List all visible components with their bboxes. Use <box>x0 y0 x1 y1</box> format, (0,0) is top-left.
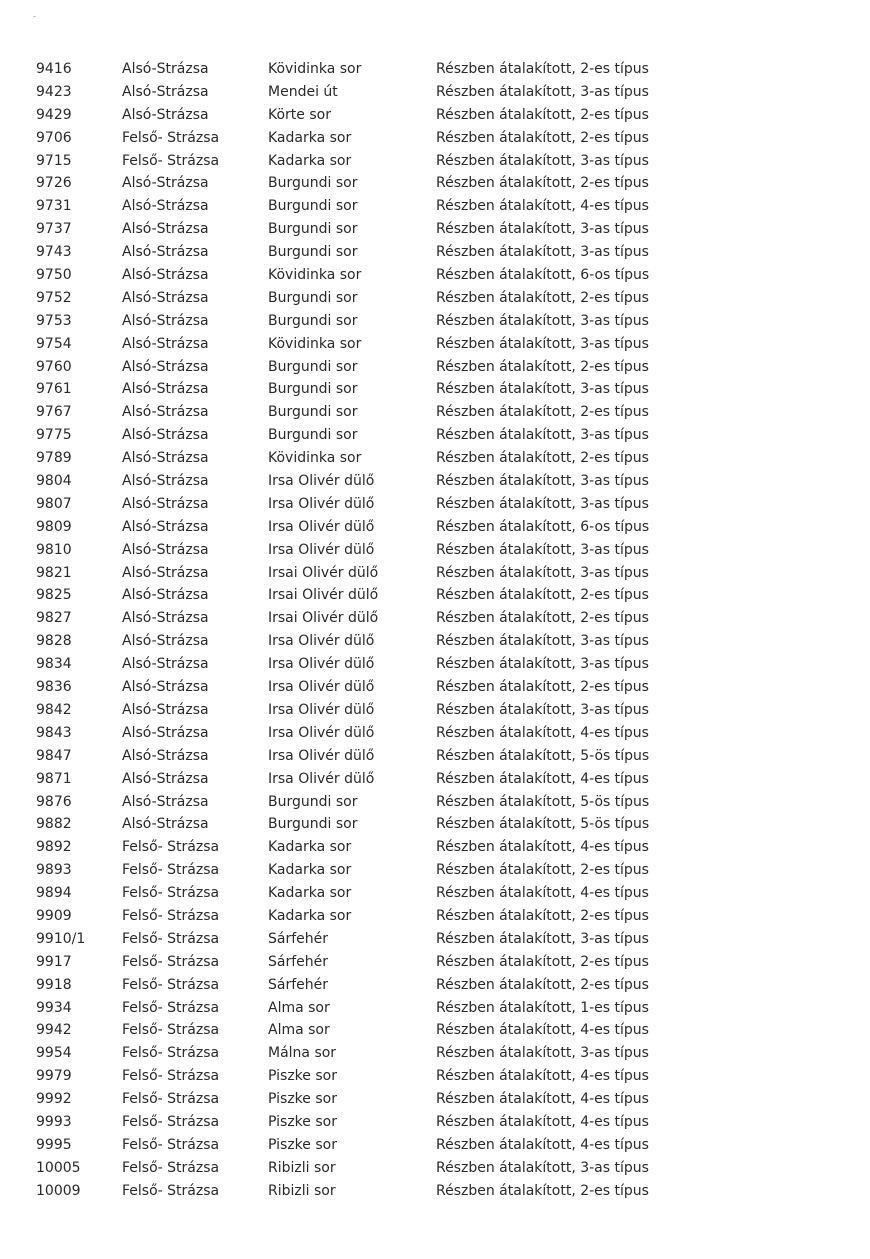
area-name: Alsó-Strázsa <box>122 83 209 100</box>
table-row <box>0 630 870 653</box>
parcel-number: 9423 <box>36 83 72 100</box>
parcel-number: 9821 <box>36 564 72 581</box>
status-description: Részben átalakított, 2-es típus <box>436 907 649 924</box>
street-name: Burgundi sor <box>268 404 358 421</box>
parcel-number: 9934 <box>36 999 72 1016</box>
street-name: Kadarka sor <box>268 839 352 856</box>
street-name: Burgundi sor <box>268 289 358 306</box>
parcel-number: 9892 <box>36 839 72 856</box>
street-name: Kövidinka sor <box>268 450 362 467</box>
table-row <box>0 241 870 264</box>
table-row <box>0 676 870 699</box>
parcel-number: 9715 <box>36 152 72 169</box>
area-name: Felső- Strázsa <box>122 862 220 879</box>
area-name: Felső- Strázsa <box>122 953 220 970</box>
status-description: Részben átalakított, 2-es típus <box>436 175 649 192</box>
table-row <box>0 539 870 562</box>
street-name: Burgundi sor <box>268 244 358 261</box>
status-description: Részben átalakított, 2-es típus <box>436 404 649 421</box>
table-row <box>0 1019 870 1042</box>
area-name: Felső- Strázsa <box>122 1159 220 1176</box>
area-name: Alsó-Strázsa <box>122 793 209 810</box>
street-name: Sárfehér <box>268 930 329 947</box>
status-description: Részben átalakított, 4-es típus <box>436 1022 649 1039</box>
area-name: Alsó-Strázsa <box>122 358 209 375</box>
area-name: Alsó-Strázsa <box>122 633 209 650</box>
table-row <box>0 150 870 173</box>
parcel-number: 9775 <box>36 427 72 444</box>
street-name: Piszke sor <box>268 1068 337 1085</box>
parcel-number: 9942 <box>36 1022 72 1039</box>
street-name: Irsa Olivér dülő <box>268 679 375 696</box>
table-row <box>0 310 870 333</box>
table-row <box>0 1088 870 1111</box>
area-name: Felső- Strázsa <box>122 1136 220 1153</box>
status-description: Részben átalakított, 6-os típus <box>436 267 650 284</box>
table-row <box>0 172 870 195</box>
parcel-number: 9893 <box>36 862 72 879</box>
street-name: Burgundi sor <box>268 198 358 215</box>
table-row <box>0 928 870 951</box>
parcel-number: 9917 <box>36 953 72 970</box>
street-name: Irsa Olivér dülő <box>268 518 375 535</box>
area-name: Alsó-Strázsa <box>122 518 209 535</box>
parcel-number: 9834 <box>36 656 72 673</box>
area-name: Alsó-Strázsa <box>122 244 209 261</box>
status-description: Részben átalakított, 3-as típus <box>436 930 649 947</box>
area-name: Alsó-Strázsa <box>122 335 209 352</box>
street-name: Alma sor <box>268 999 330 1016</box>
status-description: Részben átalakított, 3-as típus <box>436 701 649 718</box>
status-description: Részben átalakított, 3-as típus <box>436 244 649 261</box>
table-row <box>0 493 870 516</box>
status-description: Részben átalakított, 2-es típus <box>436 862 649 879</box>
street-name: Burgundi sor <box>268 175 358 192</box>
status-description: Részben átalakított, 2-es típus <box>436 358 649 375</box>
area-name: Alsó-Strázsa <box>122 61 209 77</box>
status-description: Részben átalakított, 3-as típus <box>436 656 649 673</box>
parcel-number: 9979 <box>36 1068 72 1085</box>
street-name: Irsa Olivér dülő <box>268 701 375 718</box>
table-row <box>0 584 870 607</box>
area-name: Alsó-Strázsa <box>122 701 209 718</box>
status-description: Részben átalakított, 4-es típus <box>436 839 649 856</box>
parcel-number: 9726 <box>36 175 72 192</box>
street-name: Burgundi sor <box>268 816 358 833</box>
street-name: Alma sor <box>268 1022 330 1039</box>
area-name: Felső- Strázsa <box>122 1091 220 1108</box>
parcel-number: 10005 <box>36 1159 81 1176</box>
table-row <box>0 58 870 81</box>
table-row <box>0 195 870 218</box>
area-name: Felső- Strázsa <box>122 1182 220 1199</box>
street-name: Kövidinka sor <box>268 335 362 352</box>
area-name: Alsó-Strázsa <box>122 221 209 238</box>
street-name: Ribizli sor <box>268 1159 336 1176</box>
parcel-number: 9992 <box>36 1091 72 1108</box>
parcel-number: 9828 <box>36 633 72 650</box>
area-name: Alsó-Strázsa <box>122 656 209 673</box>
table-row <box>0 1111 870 1134</box>
status-description: Részben átalakított, 2-es típus <box>436 106 649 123</box>
street-name: Málna sor <box>268 1045 337 1062</box>
parcel-number: 9752 <box>36 289 72 306</box>
area-name: Alsó-Strázsa <box>122 267 209 284</box>
parcel-number: 9910/1 <box>36 930 86 947</box>
table-row <box>0 791 870 814</box>
parcel-number: 9429 <box>36 106 72 123</box>
street-name: Mendei út <box>268 83 338 100</box>
area-name: Felső- Strázsa <box>122 885 220 902</box>
parcel-number: 9750 <box>36 267 72 284</box>
status-description: Részben átalakított, 5-ös típus <box>436 816 650 833</box>
status-description: Részben átalakított, 4-es típus <box>436 1113 649 1130</box>
table-row <box>0 218 870 241</box>
table-row <box>0 333 870 356</box>
area-name: Alsó-Strázsa <box>122 770 209 787</box>
parcel-number: 9810 <box>36 541 72 558</box>
street-name: Sárfehér <box>268 953 329 970</box>
status-description: Részben átalakított, 2-es típus <box>436 953 649 970</box>
status-description: Részben átalakított, 4-es típus <box>436 1136 649 1153</box>
area-name: Alsó-Strázsa <box>122 541 209 558</box>
area-name: Felső- Strázsa <box>122 907 220 924</box>
area-name: Alsó-Strázsa <box>122 198 209 215</box>
status-description: Részben átalakított, 3-as típus <box>436 495 649 512</box>
status-description: Részben átalakított, 4-es típus <box>436 1068 649 1085</box>
status-description: Részben átalakított, 2-es típus <box>436 1182 649 1199</box>
area-name: Felső- Strázsa <box>122 152 220 169</box>
parcel-number: 9767 <box>36 404 72 421</box>
status-description: Részben átalakított, 3-as típus <box>436 427 649 444</box>
street-name: Irsa Olivér dülő <box>268 473 375 490</box>
table-row <box>0 1134 870 1157</box>
street-name: Burgundi sor <box>268 221 358 238</box>
status-description: Részben átalakított, 3-as típus <box>436 83 649 100</box>
table-row <box>0 264 870 287</box>
area-name: Felső- Strázsa <box>122 1022 220 1039</box>
status-description: Részben átalakított, 2-es típus <box>436 679 649 696</box>
table-row <box>0 1180 870 1203</box>
table-row <box>0 836 870 859</box>
area-name: Alsó-Strázsa <box>122 175 209 192</box>
parcel-number: 9754 <box>36 335 72 352</box>
status-description: Részben átalakított, 3-as típus <box>436 312 649 329</box>
parcel-number: 9995 <box>36 1136 72 1153</box>
area-name: Alsó-Strázsa <box>122 679 209 696</box>
area-name: Alsó-Strázsa <box>122 312 209 329</box>
parcel-number: 9807 <box>36 495 72 512</box>
area-name: Felső- Strázsa <box>122 1045 220 1062</box>
table-row <box>0 127 870 150</box>
status-description: Részben átalakított, 3-as típus <box>436 221 649 238</box>
street-name: Kövidinka sor <box>268 61 362 77</box>
table-row <box>0 356 870 379</box>
street-name: Körte sor <box>268 106 331 123</box>
parcel-number: 9789 <box>36 450 72 467</box>
status-description: Részben átalakított, 3-as típus <box>436 1045 649 1062</box>
area-name: Alsó-Strázsa <box>122 289 209 306</box>
status-description: Részben átalakított, 3-as típus <box>436 633 649 650</box>
area-name: Alsó-Strázsa <box>122 404 209 421</box>
parcel-number: 9993 <box>36 1113 72 1130</box>
street-name: Piszke sor <box>268 1113 337 1130</box>
table-row <box>0 607 870 630</box>
table-row <box>0 1065 870 1088</box>
parcel-number: 9743 <box>36 244 72 261</box>
table-row <box>0 768 870 791</box>
street-name: Burgundi sor <box>268 793 358 810</box>
area-name: Felső- Strázsa <box>122 976 220 993</box>
table-row <box>0 470 870 493</box>
table-row <box>0 1042 870 1065</box>
parcel-number: 9827 <box>36 610 72 627</box>
street-name: Burgundi sor <box>268 381 358 398</box>
street-name: Piszke sor <box>268 1136 337 1153</box>
status-description: Részben átalakított, 1-es típus <box>436 999 649 1016</box>
street-name: Irsa Olivér dülő <box>268 495 375 512</box>
street-name: Irsa Olivér dülő <box>268 633 375 650</box>
area-name: Felső- Strázsa <box>122 1068 220 1085</box>
status-description: Részben átalakított, 3-as típus <box>436 1159 649 1176</box>
status-description: Részben átalakított, 4-es típus <box>436 1091 649 1108</box>
area-name: Felső- Strázsa <box>122 839 220 856</box>
parcel-number: 9894 <box>36 885 72 902</box>
status-description: Részben átalakított, 2-es típus <box>436 610 649 627</box>
table-row <box>0 997 870 1020</box>
street-name: Ribizli sor <box>268 1182 336 1199</box>
table-row <box>0 104 870 127</box>
status-description: Részben átalakított, 4-es típus <box>436 885 649 902</box>
street-name: Irsa Olivér dülő <box>268 656 375 673</box>
status-description: Részben átalakított, 3-as típus <box>436 473 649 490</box>
table-row <box>0 951 870 974</box>
table-row <box>0 401 870 424</box>
status-description: Részben átalakított, 3-as típus <box>436 152 649 169</box>
status-description: Részben átalakított, 3-as típus <box>436 564 649 581</box>
street-name: Kövidinka sor <box>268 267 362 284</box>
parcel-number: 9871 <box>36 770 72 787</box>
status-description: Részben átalakított, 2-es típus <box>436 587 649 604</box>
parcel-number: 9753 <box>36 312 72 329</box>
street-name: Piszke sor <box>268 1091 337 1108</box>
area-name: Alsó-Strázsa <box>122 473 209 490</box>
street-name: Sárfehér <box>268 976 329 993</box>
table-row <box>0 699 870 722</box>
status-description: Részben átalakított, 3-as típus <box>436 381 649 398</box>
street-name: Kadarka sor <box>268 152 352 169</box>
street-name: Burgundi sor <box>268 312 358 329</box>
status-description: Részben átalakított, 2-es típus <box>436 450 649 467</box>
table-row <box>0 882 870 905</box>
street-name: Irsai Olivér dülő <box>268 587 379 604</box>
street-name: Irsa Olivér dülő <box>268 770 375 787</box>
area-name: Alsó-Strázsa <box>122 564 209 581</box>
status-description: Részben átalakított, 4-es típus <box>436 724 649 741</box>
area-name: Alsó-Strázsa <box>122 747 209 764</box>
parcel-number: 9731 <box>36 198 72 215</box>
street-name: Irsai Olivér dülő <box>268 564 379 581</box>
status-description: Részben átalakított, 2-es típus <box>436 976 649 993</box>
parcel-number: 9876 <box>36 793 72 810</box>
status-description: Részben átalakított, 6-os típus <box>436 518 650 535</box>
parcel-number: 9847 <box>36 747 72 764</box>
table-row <box>0 81 870 104</box>
scan-speck <box>33 16 36 17</box>
street-name: Irsa Olivér dülő <box>268 724 375 741</box>
parcel-number: 9809 <box>36 518 72 535</box>
street-name: Burgundi sor <box>268 358 358 375</box>
table-row <box>0 287 870 310</box>
parcel-number: 9918 <box>36 976 72 993</box>
parcel-number: 9882 <box>36 816 72 833</box>
status-description: Részben átalakított, 4-es típus <box>436 770 649 787</box>
area-name: Alsó-Strázsa <box>122 587 209 604</box>
table-row <box>0 424 870 447</box>
table-row <box>0 562 870 585</box>
area-name: Alsó-Strázsa <box>122 427 209 444</box>
parcel-number: 9804 <box>36 473 72 490</box>
parcel-number: 9836 <box>36 679 72 696</box>
table-row <box>0 516 870 539</box>
parcel-number: 9760 <box>36 358 72 375</box>
parcel-number: 9761 <box>36 381 72 398</box>
status-description: Részben átalakított, 2-es típus <box>436 129 649 146</box>
status-description: Részben átalakított, 5-ös típus <box>436 793 650 810</box>
table-row <box>0 378 870 401</box>
parcel-number: 9909 <box>36 907 72 924</box>
area-name: Alsó-Strázsa <box>122 450 209 467</box>
table-row <box>0 905 870 928</box>
table-row <box>0 745 870 768</box>
area-name: Felső- Strázsa <box>122 129 220 146</box>
status-description: Részben átalakított, 5-ös típus <box>436 747 650 764</box>
area-name: Alsó-Strázsa <box>122 381 209 398</box>
status-description: Részben átalakított, 3-as típus <box>436 335 649 352</box>
area-name: Alsó-Strázsa <box>122 724 209 741</box>
table-row <box>0 813 870 836</box>
street-name: Kadarka sor <box>268 862 352 879</box>
parcel-table <box>0 58 870 1203</box>
area-name: Alsó-Strázsa <box>122 610 209 627</box>
table-row <box>0 653 870 676</box>
parcel-number: 9954 <box>36 1045 72 1062</box>
area-name: Alsó-Strázsa <box>122 816 209 833</box>
area-name: Felső- Strázsa <box>122 999 220 1016</box>
area-name: Felső- Strázsa <box>122 1113 220 1130</box>
parcel-number: 10009 <box>36 1182 81 1199</box>
parcel-number: 9416 <box>36 61 72 77</box>
parcel-number: 9842 <box>36 701 72 718</box>
status-description: Részben átalakított, 4-es típus <box>436 198 649 215</box>
status-description: Részben átalakított, 3-as típus <box>436 541 649 558</box>
area-name: Felső- Strázsa <box>122 930 220 947</box>
street-name: Kadarka sor <box>268 885 352 902</box>
table-row <box>0 447 870 470</box>
status-description: Részben átalakított, 2-es típus <box>436 289 649 306</box>
table-row <box>0 974 870 997</box>
table-row <box>0 1157 870 1180</box>
parcel-number: 9843 <box>36 724 72 741</box>
street-name: Irsa Olivér dülő <box>268 747 375 764</box>
parcel-number: 9825 <box>36 587 72 604</box>
street-name: Irsa Olivér dülő <box>268 541 375 558</box>
street-name: Irsai Olivér dülő <box>268 610 379 627</box>
street-name: Burgundi sor <box>268 427 358 444</box>
street-name: Kadarka sor <box>268 129 352 146</box>
status-description: Részben átalakított, 2-es típus <box>436 61 649 77</box>
parcel-number: 9737 <box>36 221 72 238</box>
area-name: Alsó-Strázsa <box>122 495 209 512</box>
table-row <box>0 859 870 882</box>
parcel-number: 9706 <box>36 129 72 146</box>
table-row <box>0 722 870 745</box>
area-name: Alsó-Strázsa <box>122 106 209 123</box>
street-name: Kadarka sor <box>268 907 352 924</box>
